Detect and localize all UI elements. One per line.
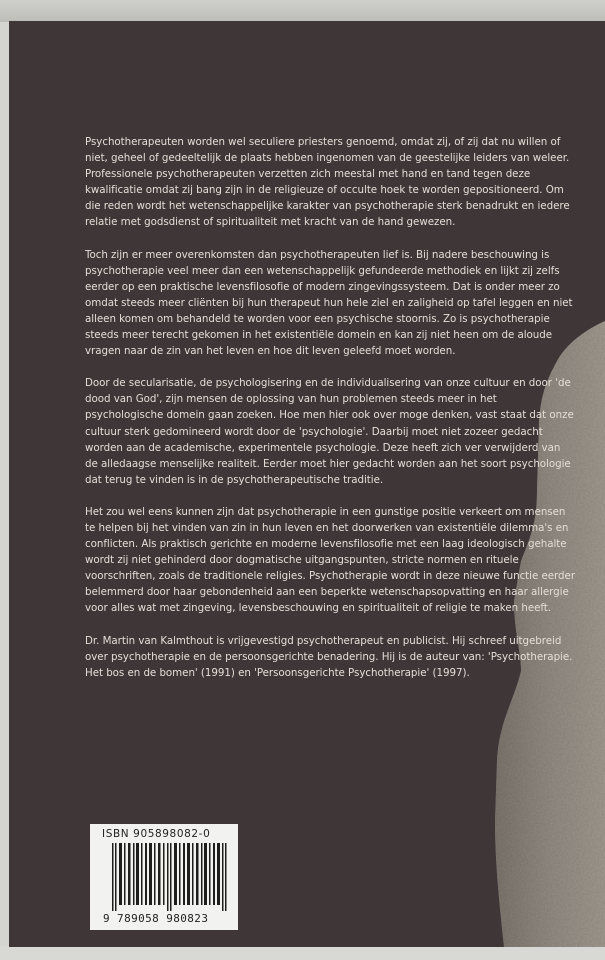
- back-cover-blurb: [85, 134, 575, 697]
- book-page-edge-top: [0, 0, 605, 22]
- isbn-barcode: [90, 824, 238, 930]
- author-bio: Dr. Martin van Kalmthout is vrijgevestigd psychotherapeut en publicist. Hij schreef uitgebreid over psychotherapie en de persoonsgerichte benadering. Hij is de auteur van: 'Psychotherapie. Het bos en de bomen' (1991) en 'Persoonsgerichte Psychotherapie' (1997).: [85, 634, 573, 679]
- barcode-bars: [112, 843, 228, 911]
- blurb-paragraph-2: Toch zijn er meer overenkomsten dan psychotherapeuten lief is. Bij nadere beschouwing is psychotherapie veel meer dan een wetenschappelijk gefundeerde methodiek en lijkt zij zelfs eerder op een praktische levensfilosofie of modern zingevingssysteem. Dat is onder meer zo omdat steeds meer cliënten bij hun therapeut hun hele ziel en zaligheid op tafel leggen en niet alleen komen om behandeld te worden voor een psychische stoornis. Zo is psychotherapie steeds meer terecht gekomen in het existentiële domein en kan zij niet heen om de aloude vragen naar de zin van het leven en hoe dit leven geleefd moet worden.: [85, 248, 573, 358]
- back-cover: [9, 21, 605, 947]
- ean-digits: 9 789058 980823: [103, 912, 209, 925]
- blurb-paragraph-4: Het zou wel eens kunnen zijn dat psychotherapie in een gunstige positie verkeert om mensen te helpen bij het vinden van zin in hun leven en het doorwerken van existentiële dilemma's en conflicten. Als praktisch gerichte en moderne levensfilosofie met een laag ideologisch gehalte wordt zij niet gehinderd door dogmatische uitgangspunten, stricte normen en rituele voorschriften, zoals de traditionele religies. Psychotherapie wordt in deze nieuwe functie eerder belemmerd door haar gebondenheid aan een beperkte wetenschapsopvatting en haar allergie voor alles wat met zingeving, levensbeschouwing en spiritualiteit of religie te maken heeft.: [85, 505, 576, 615]
- book-page-edge-bottom: [0, 946, 605, 960]
- blurb-paragraph-1: Psychotherapeuten worden wel seculiere priesters genoemd, omdat zij, of zij dat nu willen of niet, geheel of gedeeltelijk de plaats hebben ingenomen van de geestelijke leiders van weleer. Professionele psychotherapeuten verzetten zich meestal met hand en tand tegen deze kwalificatie omdat zij bang zijn in de religieuze of occulte hoek te worden gepositioneerd. Om die reden wordt het wetenschappelijke karakter van psychotherapie sterk benadrukt en iedere relatie met godsdienst of spiritualiteit met kracht van de hand gewezen.: [85, 136, 570, 229]
- isbn-label: ISBN 905898082-0: [102, 828, 211, 840]
- blurb-paragraph-3: Door de secularisatie, de psychologisering en de individualisering van onze cultuur en door 'de dood van God', zijn mensen de oplossing van hun problemen steeds meer in het psychologische domein gaan zoeken. Hoe men hier ook over moge denken, vast staat dat onze cultuur sterk gedomineerd wordt door de 'psychologie'. Daarbij moet niet zozeer gedacht worden aan de academische, experimentele psychologie. Deze heeft zich ver verwijderd van de alledaagse menselijke realiteit. Eerder moet hier gedacht worden aan het soort psychologie dat terug te vinden is in de psychotherapeutische traditie.: [85, 377, 574, 486]
